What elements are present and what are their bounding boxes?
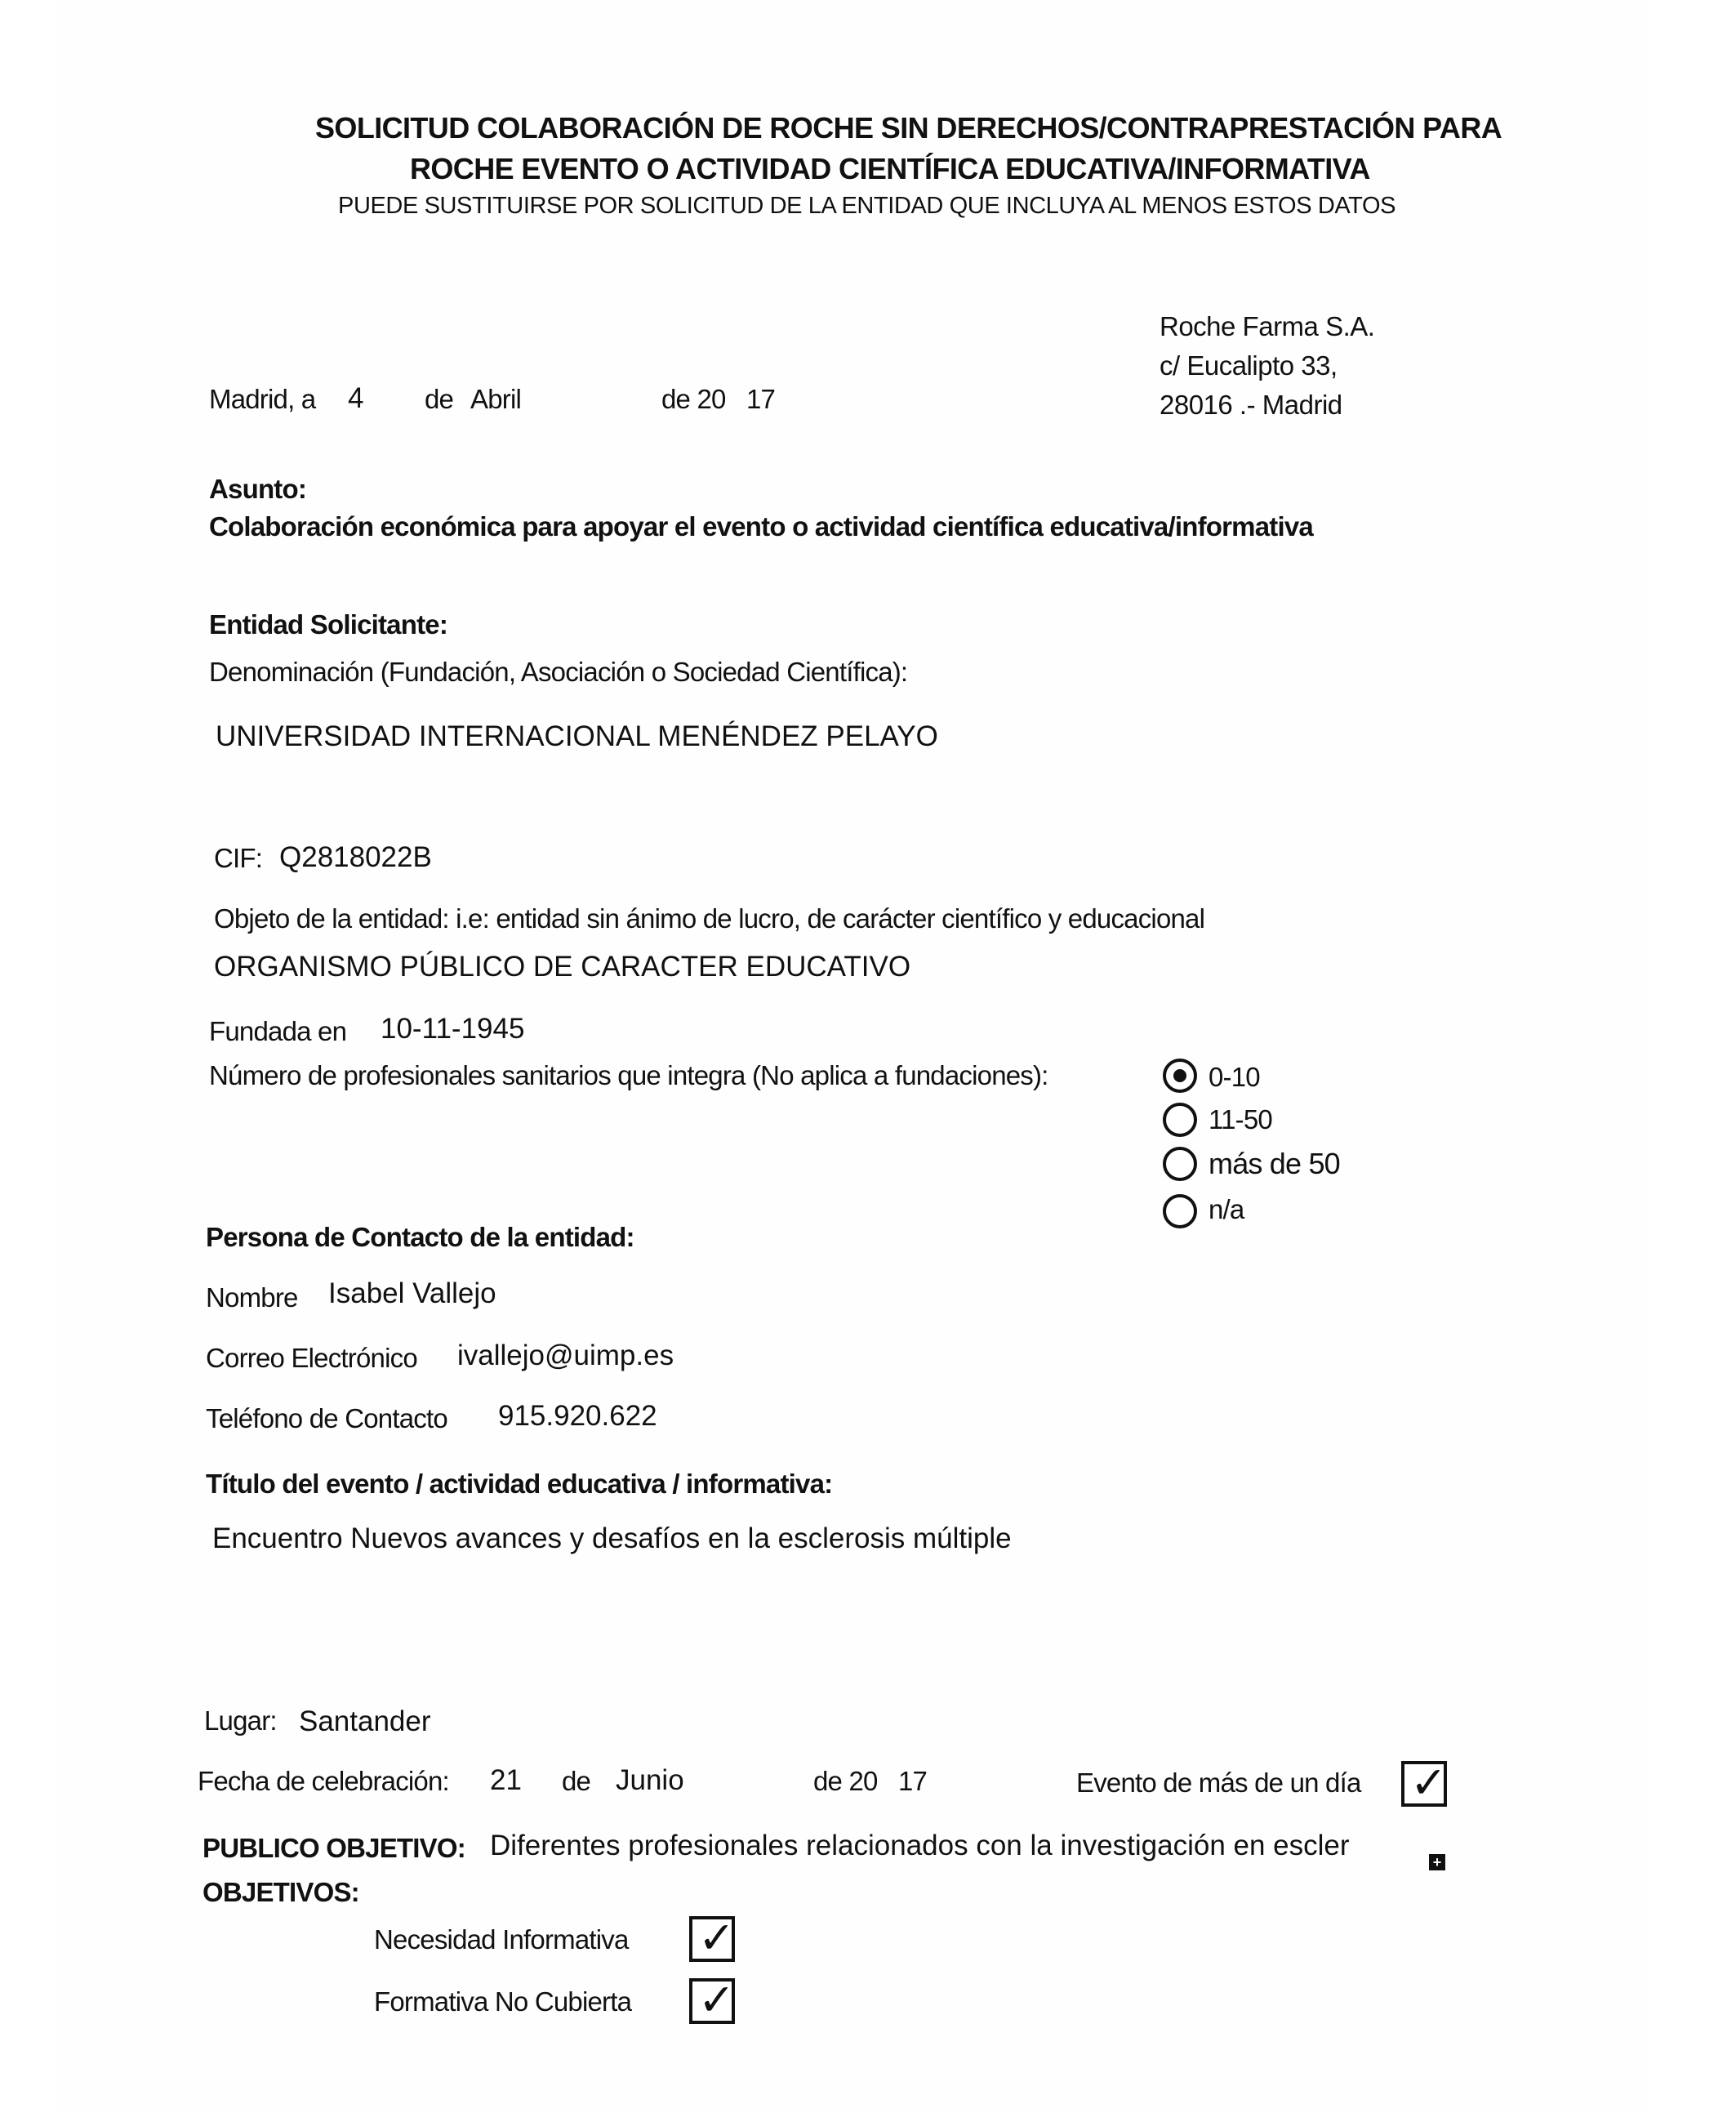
recipient-line3: 28016 .- Madrid [1160,390,1342,420]
objectives-heading: OBJETIVOS: [203,1877,359,1907]
contact-phone-value: 915.920.622 [498,1400,657,1432]
form-title-line2: ROCHE EVENTO O ACTIVIDAD CIENTÍFICA EDUCATIVA/INFORMATIVA [410,152,1370,185]
radio-mas-de-50[interactable] [1163,1147,1197,1181]
form-title-line1: SOLICITUD COLABORACIÓN DE ROCHE SIN DERECHOS/CONTRAPRESTACIÓN PARA [315,111,1502,145]
date-city-label: Madrid, a [209,384,316,414]
place-label: Lugar: [204,1705,277,1736]
subject-label: Asunto: [209,474,307,504]
check-icon: ✓ [1410,1757,1448,1808]
objective-informativa-checkbox[interactable] [689,1912,736,1964]
event-title-heading: Título del evento / actividad educativa / informativa: [206,1469,833,1499]
radio-11-50[interactable] [1163,1103,1197,1137]
contact-email-label: Correo Electrónico [206,1343,417,1373]
event-title-value: Encuentro Nuevos avances y desafíos en la esclerosis múltiple [212,1522,1012,1554]
cif-label: CIF: [214,843,263,873]
subject-text: Colaboración económica para apoyar el evento o actividad científica educativa/informativa [209,511,1313,542]
audience-value: Diferentes profesionales relacionados con la investigación en escler [490,1830,1350,1861]
objective-informativa-label: Necesidad Informativa [374,1924,629,1955]
radio-na-label: n/a [1209,1194,1244,1224]
entity-name-value: UNIVERSIDAD INTERNACIONAL MENÉNDEZ PELAYO [216,720,938,752]
contact-email-value: ivallejo@uimp.es [457,1340,674,1371]
purpose-value: ORGANISMO PÚBLICO DE CARACTER EDUCATIVO [214,951,911,983]
objective-formativa-label: Formativa No Cubierta [374,1986,632,2017]
radio-0-10[interactable] [1163,1059,1197,1093]
professionals-label: Número de profesionales sanitarios que integra (No aplica a fundaciones): [209,1060,1048,1090]
check-icon: ✓ [698,1974,736,2026]
entity-name-label: Denominación (Fundación, Asociación o Sociedad Científica): [209,657,908,687]
radio-mas-de-50-label: más de 50 [1209,1147,1340,1180]
radio-11-50-label: 11-50 [1209,1104,1272,1135]
document-page [57,0,1649,2113]
event-date-de: de [562,1766,591,1796]
place-value: Santander [299,1705,431,1737]
date-year-label: de 20 [661,384,726,414]
radio-na[interactable] [1163,1194,1197,1228]
date-day-value: 4 [348,382,364,414]
event-date-label: Fecha de celebración: [198,1766,449,1796]
recipient-address [1160,307,1374,425]
event-date-month: Junio [616,1764,684,1796]
overflow-plus-icon[interactable]: + [1429,1854,1445,1870]
radio-0-10-label: 0-10 [1209,1062,1260,1092]
date-month-value: Abril [470,384,522,414]
audience-label: PUBLICO OBJETIVO: [203,1833,465,1863]
multiday-checkbox[interactable] [1401,1757,1448,1808]
recipient-line2: c/ Eucalipto 33, [1160,350,1338,381]
contact-name-label: Nombre [206,1282,298,1313]
cif-value: Q2818022B [279,841,432,873]
founded-label: Fundada en [209,1016,347,1046]
event-date-year: 17 [898,1766,928,1796]
event-date-year-label: de 20 [813,1766,878,1796]
date-year-value: 17 [746,384,776,414]
form-subtitle: PUEDE SUSTITUIRSE POR SOLICITUD DE LA ENTIDAD QUE INCLUYA AL MENOS ESTOS DATOS [338,193,1396,219]
contact-phone-label: Teléfono de Contacto [206,1403,447,1433]
purpose-label: Objeto de la entidad: i.e: entidad sin ánimo de lucro, de carácter científico y educacional [214,903,1205,934]
founded-value: 10-11-1945 [381,1013,525,1045]
event-date-day: 21 [490,1764,522,1796]
objective-formativa-checkbox[interactable] [689,1974,736,2026]
date-de-label: de [425,384,454,414]
entity-heading: Entidad Solicitante: [209,609,448,640]
contact-name-value: Isabel Vallejo [328,1277,496,1309]
recipient-line1: Roche Farma S.A. [1160,311,1375,341]
check-icon: ✓ [698,1912,736,1964]
contact-heading: Persona de Contacto de la entidad: [206,1222,634,1252]
multiday-label: Evento de más de un día [1076,1768,1361,1798]
